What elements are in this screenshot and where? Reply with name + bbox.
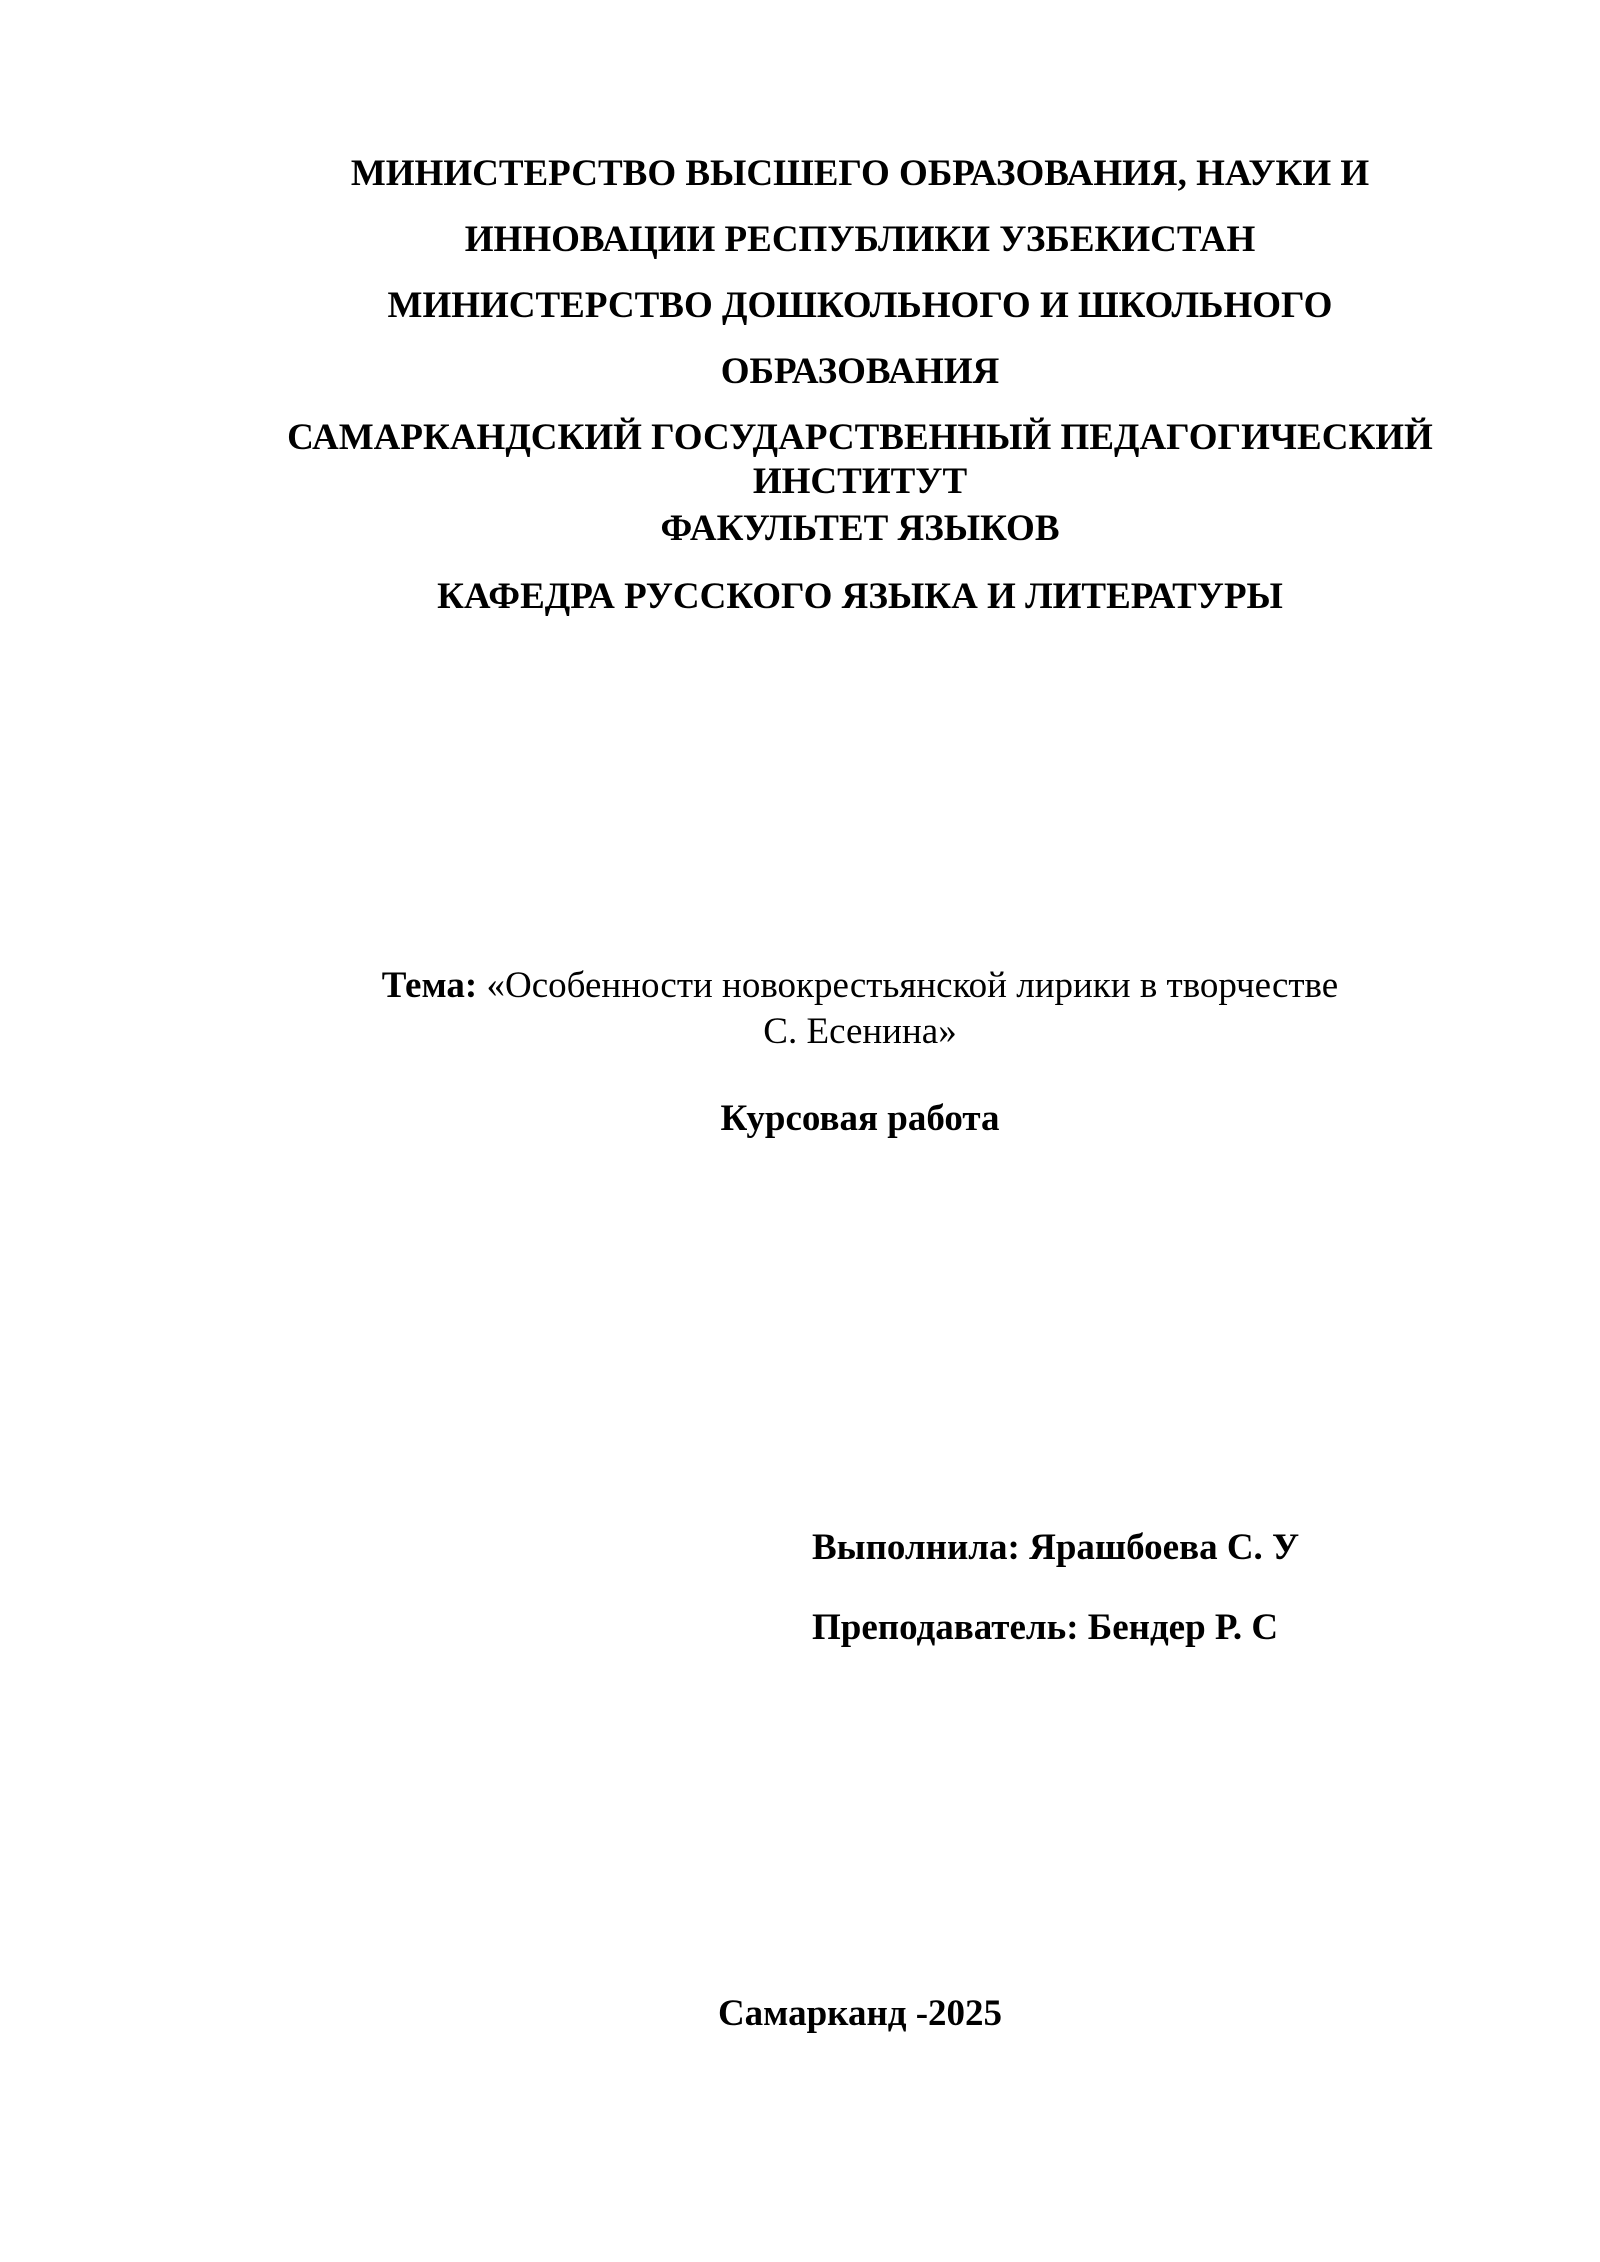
teacher-line: Преподаватель: Бендер Р. С	[812, 1607, 1279, 1648]
ministry-line-2: ИННОВАЦИИ РЕСПУБЛИКИ УЗБЕКИСТАН	[464, 219, 1256, 260]
topic-label: Тема:	[381, 965, 478, 1006]
ministry-line-3: МИНИСТЕРСТВО ДОШКОЛЬНОГО И ШКОЛЬНОГО	[387, 285, 1333, 326]
city-year: Самарканд -2025	[717, 1993, 1003, 2034]
faculty-name: ФАКУЛЬТЕТ ЯЗЫКОВ	[660, 508, 1060, 549]
department-name: КАФЕДРА РУССКОГО ЯЗЫКА И ЛИТЕРАТУРЫ	[437, 576, 1283, 617]
institute-line-2: ИНСТИТУТ	[752, 461, 968, 502]
work-type: Курсовая работа	[720, 1098, 1000, 1139]
topic-line-2: С. Есенина»	[763, 1011, 957, 1052]
ministry-line-4: ОБРАЗОВАНИЯ	[720, 351, 1000, 392]
ministry-line-1: МИНИСТЕРСТВО ВЫСШЕГО ОБРАЗОВАНИЯ, НАУКИ И	[350, 153, 1370, 194]
author-line: Выполнила: Ярашбоева С. У	[812, 1527, 1300, 1568]
topic-line-1	[0, 964, 1600, 1008]
topic-title-part-1: «Особенности новокрестьянской лирики в творчестве	[486, 965, 1339, 1006]
institute-line-1: САМАРКАНДСКИЙ ГОСУДАРСТВЕННЫЙ ПЕДАГОГИЧЕСКИЙ	[287, 417, 1433, 458]
